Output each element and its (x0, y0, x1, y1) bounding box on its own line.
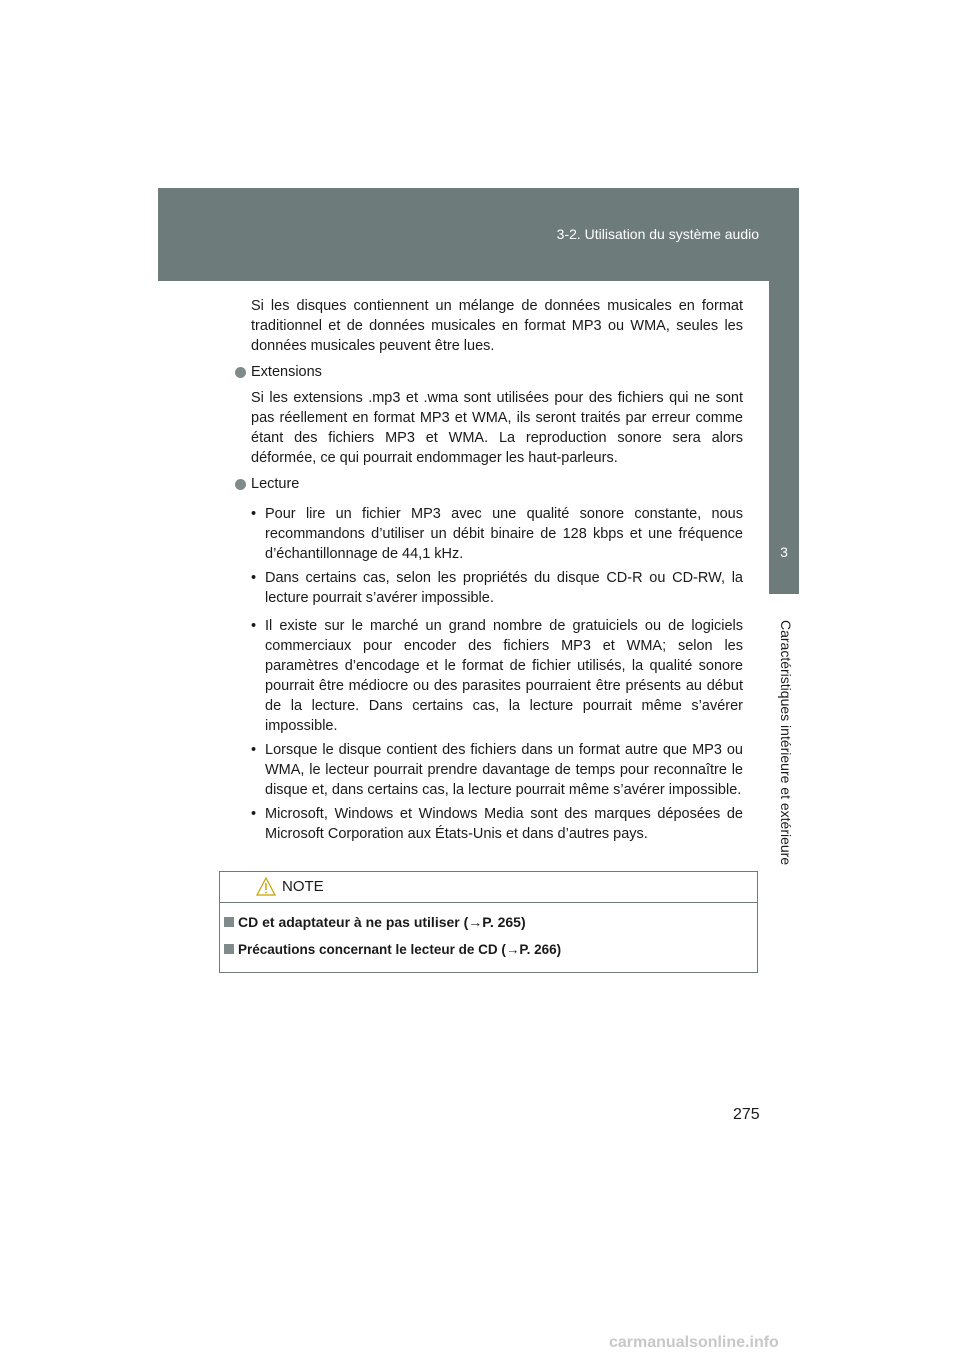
bullet-dot-icon (235, 367, 246, 378)
section-title: 3-2. Utilisation du système audio (556, 226, 759, 242)
list-item (251, 504, 743, 564)
list-item (251, 616, 743, 736)
note-box (219, 871, 758, 973)
bullet-mark: • (251, 742, 257, 758)
list-item-text: Microsoft, Windows et Windows Media sont des marques déposées de Microsoft Corporation aux États-Unis et dans d’autres pays. (265, 806, 743, 842)
note-title: NOTE (282, 878, 324, 895)
list-item-text: Il existe sur le marché un grand nombre de gratuiciels ou de logiciels commerciaux pour encoder des fichiers MP3 et WMA; selon les paramètres d’encodage et le format de fichier utilisés, la qualité sonore pourrait être médiocre ou des parasites pourraient être présents au début de la lecture. Dans certains cas, la lecture pourrait même s’avérer impossible. (265, 618, 743, 734)
list-item-text: Dans certains cas, selon les propriétés du disque CD-R ou CD-RW, la lecture pourrait s’avérer impossible. (265, 570, 743, 606)
section-heading-extensions (235, 362, 743, 382)
note-item[interactable] (224, 914, 526, 930)
list-item-text: Lorsque le disque contient des fichiers dans un format autre que MP3 ou WMA, le lecteur pourrait prendre davantage de temps pour reconnaître le disque et, dans certains cas, la lecture pourrait même s’avérer impossible. (265, 742, 743, 798)
lecture-list (251, 504, 743, 844)
section-heading-label: Lecture (251, 476, 300, 492)
header-bar (158, 188, 799, 281)
square-bullet-icon (224, 917, 234, 927)
square-bullet-icon (224, 944, 234, 954)
bullet-mark: • (251, 806, 257, 822)
intro-paragraph: Si les disques contiennent un mélange de données musicales en format traditionnel et de données musicales en format MP3 ou WMA, seules les données musicales peuvent être lues. (251, 298, 743, 354)
section-heading-lecture (235, 474, 743, 494)
extensions-paragraph: Si les extensions .mp3 et .wma sont utilisées pour des fichiers qui ne sont pas réellement en format MP3 et WMA, ils seront traités par erreur comme étant des fichiers MP3 et WMA. La reproduction sonore sera alors déformée, ce qui pourrait endommager les haut-parleurs. (251, 390, 743, 466)
note-item-label: CD et adaptateur à ne pas utiliser (→P. 265) (238, 914, 526, 930)
warning-triangle-icon (256, 877, 276, 896)
bullet-mark: • (251, 618, 257, 634)
main-content (235, 296, 743, 848)
note-item-label: Précautions concernant le lecteur de CD (→P. 266) (238, 942, 562, 957)
chapter-number: 3 (780, 544, 788, 560)
note-item[interactable] (224, 942, 561, 957)
bullet-dot-icon (235, 479, 246, 490)
list-item-text: Pour lire un fichier MP3 avec une qualité sonore constante, nous recommandons d’utiliser un débit binaire de 128 kbps et une fréquence d’échantillonnage de 44,1 kHz. (265, 506, 743, 562)
list-item (251, 804, 743, 844)
list-item (251, 568, 743, 608)
note-header (220, 872, 757, 903)
watermark: carmanualsonline.info (609, 1334, 779, 1351)
chapter-title: Caractéristiques intérieure et extérieure (778, 620, 794, 866)
bullet-mark: • (251, 506, 257, 522)
page-number: 275 (733, 1106, 760, 1123)
bullet-mark: • (251, 570, 257, 586)
list-item (251, 740, 743, 800)
section-heading-label: Extensions (251, 364, 322, 380)
